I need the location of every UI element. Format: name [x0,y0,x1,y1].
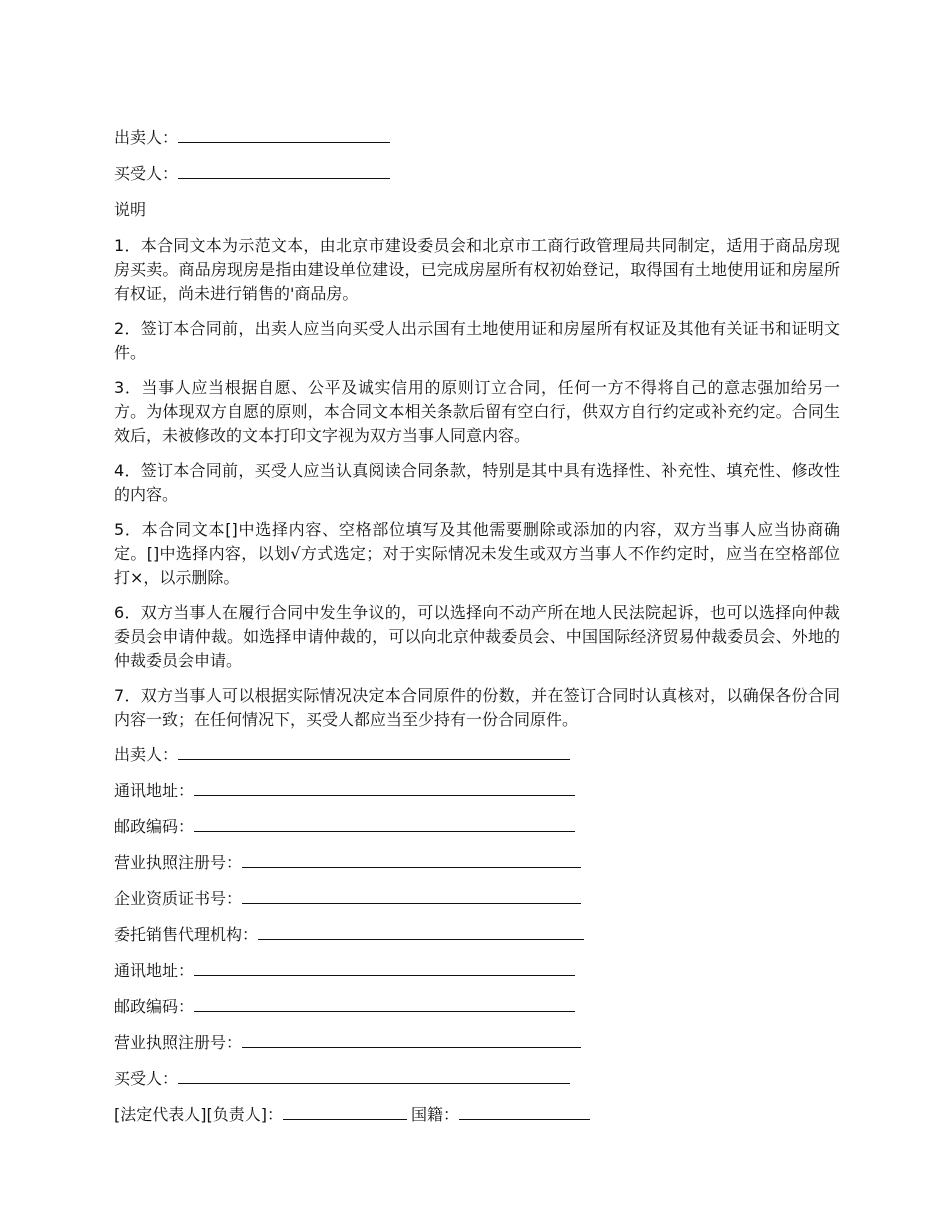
representative-field [114,1103,840,1127]
agency-field [114,923,840,947]
agency-address-blank[interactable] [194,959,575,976]
note-3: 3．当事人应当根据自愿、公平及诚实信用的原则订立合同，任何一方不得将自己的意志强加给另一方。为体现双方自愿的原则，本合同文本相关条款后留有空白行，供双方自行约定或补充约定。合同生效后，未被修改的文本打印文字视为双方当事人同意内容。 [114,378,840,445]
buyer-label: 买受人： [114,164,179,183]
nationality-label: 国籍： [410,1105,459,1124]
seller-license-blank[interactable] [242,851,581,868]
representative-blank[interactable] [283,1103,407,1120]
agency-postcode-field [114,995,840,1019]
seller-address-field [114,779,840,803]
agency-address-field [114,959,840,983]
note-5: 5．本合同文本[]中选择内容、空格部位填写及其他需要删除或添加的内容，双方当事人应当协商确定。[]中选择内容，以划√方式选定；对于实际情况未发生或双方当事人不作约定时，应当在空格部位打×，以示删除。 [114,520,840,587]
contract-page [114,126,840,1127]
agency-license-field [114,1031,840,1055]
seller-field [114,126,840,150]
buyer-field [114,162,840,186]
seller-license-field [114,851,840,875]
seller-qualification-blank[interactable] [242,887,581,904]
agency-label: 委托销售代理机构： [114,925,259,944]
buyer-name-field [114,1067,840,1091]
agency-blank[interactable] [258,923,584,940]
seller-name-field [114,743,840,767]
nationality-blank[interactable] [459,1103,590,1120]
seller-blank[interactable] [178,126,390,143]
agency-postcode-label: 邮政编码： [114,997,195,1016]
seller-license-label: 营业执照注册号： [114,853,243,872]
seller-name-blank[interactable] [178,743,570,760]
note-6: 6．双方当事人在履行合同中发生争议的，可以选择向不动产所在地人民法院起诉，也可以选择向仲裁委员会申请仲裁。如选择申请仲裁的，可以向北京仲裁委员会、中国国际经济贸易仲裁委员会、外地的仲裁委员会申请。 [114,603,840,670]
note-1: 1．本合同文本为示范文本，由北京市建设委员会和北京市工商行政管理局共同制定，适用于商品房现房买卖。商品房现房是指由建设单位建设，已完成房屋所有权初始登记，取得国有土地使用证和房屋所有权证，尚未进行销售的'商品房。 [114,236,840,303]
seller-postcode-blank[interactable] [194,815,575,832]
seller-qualification-label: 企业资质证书号： [114,889,243,908]
agency-license-blank[interactable] [242,1031,581,1048]
agency-postcode-blank[interactable] [194,995,575,1012]
note-4: 4．签订本合同前，买受人应当认真阅读合同条款，特别是其中具有选择性、补充性、填充性、修改性的内容。 [114,461,840,504]
seller-name-label: 出卖人： [114,745,179,764]
agency-license-label: 营业执照注册号： [114,1033,243,1052]
note-2: 2．签订本合同前，出卖人应当向买受人出示国有土地使用证和房屋所有权证及其他有关证书和证明文件。 [114,319,840,362]
buyer-name-label: 买受人： [114,1069,179,1088]
notes-heading: 说明 [114,200,147,219]
buyer-name-blank[interactable] [178,1067,570,1084]
agency-address-label: 通讯地址： [114,961,195,980]
buyer-blank[interactable] [178,162,390,179]
seller-label: 出卖人： [114,128,179,147]
seller-address-label: 通讯地址： [114,781,195,800]
representative-label: [法定代表人][负责人]： [114,1105,283,1124]
seller-qualification-field [114,887,840,911]
seller-postcode-label: 邮政编码： [114,817,195,836]
seller-postcode-field [114,815,840,839]
note-7: 7．双方当事人可以根据实际情况决定本合同原件的份数，并在签订合同时认真核对，以确保各份合同内容一致；在任何情况下，买受人都应当至少持有一份合同原件。 [114,686,840,729]
seller-address-blank[interactable] [194,779,575,796]
